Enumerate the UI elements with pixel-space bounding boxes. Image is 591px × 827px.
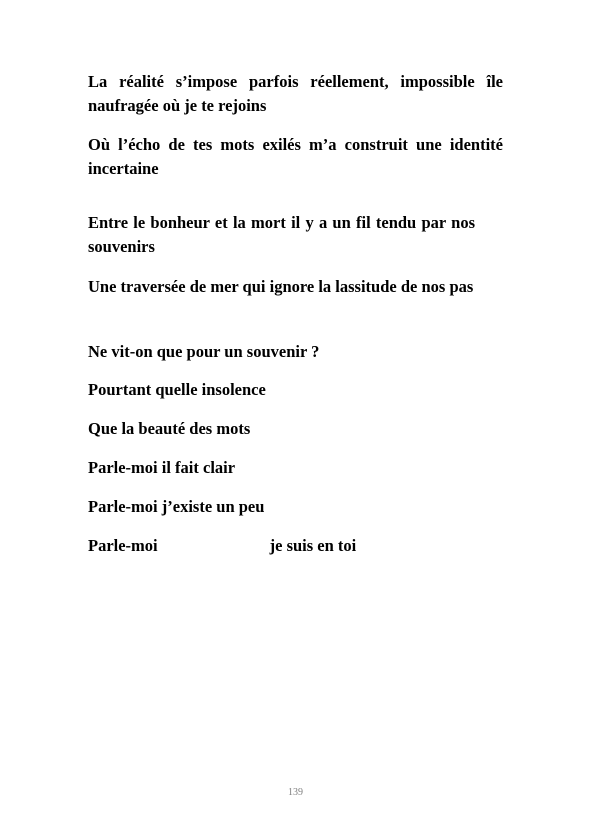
poem-line-4: Une traversée de mer qui ignore la lassitude de nos pas xyxy=(88,277,474,296)
poem-line-2: Où l’écho de tes mots exilés m’a construit une identité incertaine xyxy=(88,135,503,178)
poem-line-3 xyxy=(88,211,503,259)
poem-line-7: Que la beauté des mots xyxy=(88,419,251,438)
page-number: 139 xyxy=(288,787,303,798)
poem-line-10-start: Parle-moi xyxy=(88,536,158,555)
poem-line-6: Pourtant quelle insolence xyxy=(88,380,266,399)
poem-line-9: Parle-moi j’existe un peu xyxy=(88,497,265,516)
poem-line-5: Ne vit-on que pour un souvenir ? xyxy=(88,342,320,361)
poem-line-10 xyxy=(88,534,503,558)
poem-line-1: La réalité s’impose parfois réellement, impossible île naufragée où je te rejoins xyxy=(88,72,503,115)
poem-line-10-end: je suis en toi xyxy=(269,536,357,555)
poem-line-3-end: souvenirs xyxy=(88,237,155,256)
poem-line-8: Parle-moi il fait clair xyxy=(88,458,236,477)
poem-line-3-text: Entre le bonheur et la mort il y a un fil tendu par nos xyxy=(88,213,475,232)
